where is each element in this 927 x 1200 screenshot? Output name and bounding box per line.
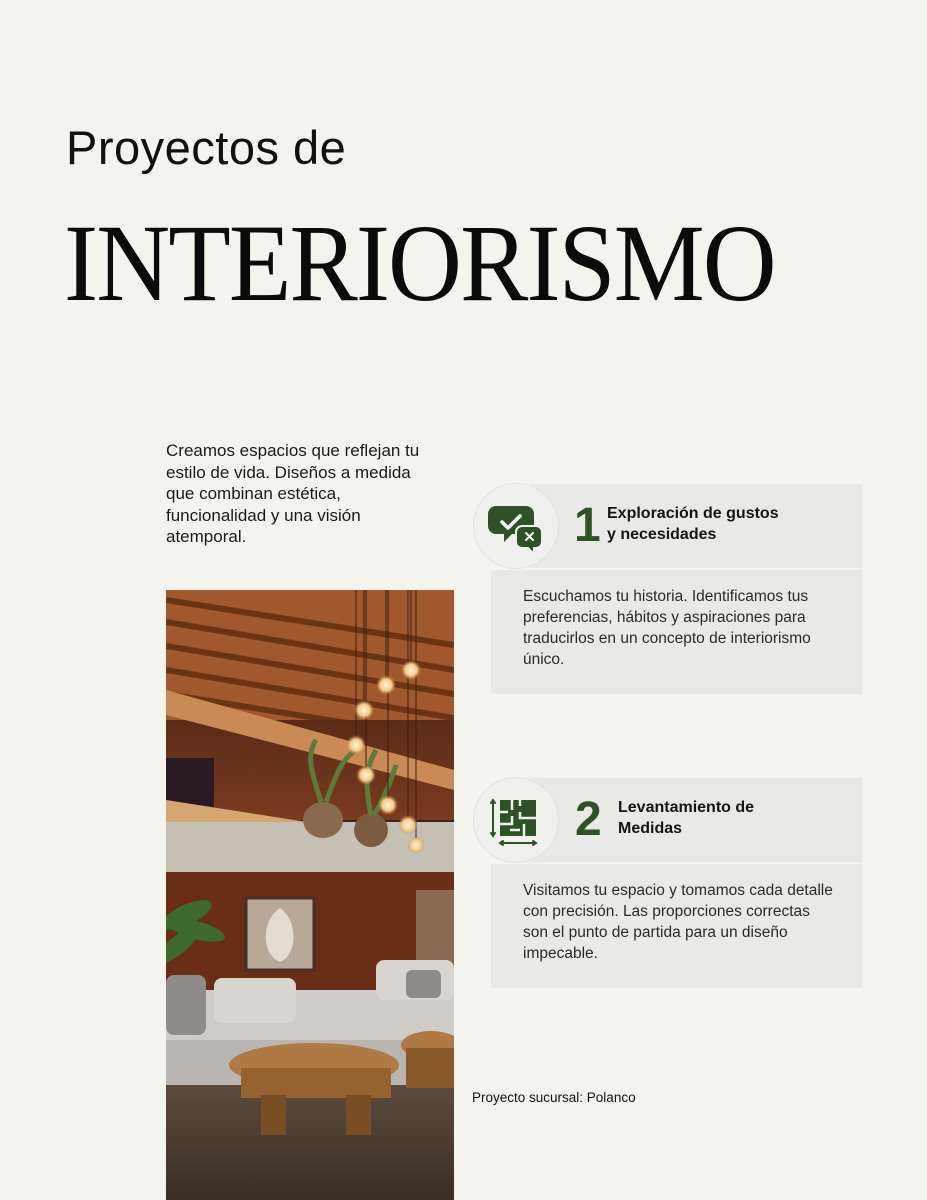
step-1-icon-badge (474, 484, 558, 568)
step-1-title-line2: y necesidades (607, 526, 717, 543)
step-1-description: Escuchamos tu historia. Identificamos tus preferencias, hábitos y aspiraciones para traducirlos en un concepto de interiorismo único. (491, 570, 862, 694)
page-title: INTERIORISMO (64, 202, 775, 324)
step-2-number: 2 (575, 793, 602, 846)
intro-paragraph: Creamos espacios que reflejan tu estilo de vida. Diseños a medida que combinan estética, funcionalidad y una visión atemporal. (166, 441, 420, 546)
floor-plan-icon (488, 792, 544, 848)
page-subtitle: Proyectos de (66, 121, 347, 174)
step-2-title (618, 797, 754, 839)
step-2-icon-badge (474, 778, 558, 862)
photo-caption: Proyecto sucursal: Polanco (472, 1090, 636, 1105)
interior-photo (166, 590, 454, 1200)
step-2-description: Visitamos tu espacio y tomamos cada detalle con precisión. Las proporciones correctas son el punto de partida para un diseño impecable. (491, 864, 862, 988)
chat-check-icon (488, 498, 544, 554)
step-2-title-line2: Medidas (618, 820, 683, 837)
step-1-title (607, 503, 779, 545)
step-2-title-line1: Levantamiento de (618, 799, 755, 816)
step-1-number: 1 (574, 499, 601, 552)
step-1-title-line1: Exploración de gustos (607, 505, 779, 522)
